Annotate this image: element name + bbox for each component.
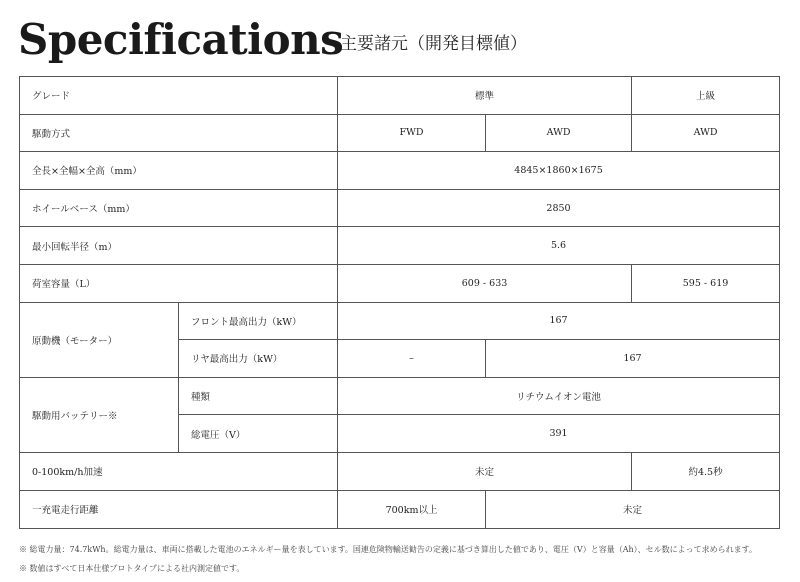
footnote-prototype: ※ 数値はすべて日本仕様プロトタイプによる社内測定値です。 <box>19 564 245 573</box>
voltage-value-cell: 391 <box>338 415 780 453</box>
rear-output-fwd-cell: – <box>338 340 486 378</box>
acceleration-upper-cell: 約4.5秒 <box>631 453 779 490</box>
grade-standard-cell: 標準 <box>338 77 632 115</box>
turning-radius-value-cell: 5.6 <box>338 227 780 265</box>
table-row-grade <box>20 77 780 115</box>
row-label-front-output: フロント最高出力（kW） <box>179 302 338 340</box>
row-label-wheelbase: ホイールベース（mm） <box>20 189 338 227</box>
table-row-front-output <box>20 302 780 340</box>
range-fwd-cell: 700km以上 <box>338 490 486 528</box>
page-title: Specifications <box>18 15 344 64</box>
row-label-voltage: 総電圧（V） <box>179 415 338 453</box>
rear-output-awd-cell: 167 <box>486 340 780 378</box>
row-label-cargo: 荷室容量（L） <box>20 264 338 302</box>
row-label-motor: 原動機（モーター） <box>20 302 179 377</box>
acceleration-values-cell <box>338 452 780 490</box>
table-row-dimensions <box>20 152 780 190</box>
row-label-acceleration: 0-100km/h加速 <box>20 452 338 490</box>
row-label-dimensions: 全長×全幅×全高（mm） <box>20 152 338 190</box>
row-label-rear-output: リヤ最高出力（kW） <box>179 340 338 378</box>
grade-upper-cell: 上級 <box>632 77 780 115</box>
range-awd-cell: 未定 <box>486 490 780 528</box>
row-label-drive: 駆動方式 <box>20 114 338 152</box>
table-row-battery-type <box>20 377 780 415</box>
front-output-value-cell: 167 <box>338 302 780 340</box>
battery-type-value-cell: リチウムイオン電池 <box>338 377 780 415</box>
cargo-standard-cell: 609 - 633 <box>338 264 632 302</box>
specifications-table <box>19 76 780 529</box>
dimensions-value-cell: 4845×1860×1675 <box>338 152 780 190</box>
page-header <box>18 6 788 68</box>
page-subtitle: 主要諸元（開発目標値） <box>340 34 527 54</box>
drive-awd-upper-cell: AWD <box>632 114 780 152</box>
wheelbase-value-cell: 2850 <box>338 189 780 227</box>
footnotes <box>19 540 789 578</box>
table-row-cargo <box>20 264 780 302</box>
drive-fwd-cell: FWD <box>338 114 486 152</box>
row-label-battery: 駆動用バッテリー※ <box>20 377 179 452</box>
table-row-drive <box>20 114 780 152</box>
row-label-grade: グレード <box>20 77 338 115</box>
cargo-upper-cell: 595 - 619 <box>632 264 780 302</box>
drive-awd-standard-cell: AWD <box>486 114 632 152</box>
table-row-range <box>20 490 780 528</box>
footnote-battery: ※ 総電力量：74.7kWh。総電力量は、車両に搭載した電池のエネルギー量を表しています。国連危険物輸送勧告の定義に基づき算出した値であり、電圧（V）と容量（Ah）、セル数によって求められます。 <box>19 545 757 554</box>
table-row-turning-radius <box>20 227 780 265</box>
acceleration-standard-cell: 未定 <box>475 467 495 479</box>
table-row-acceleration <box>20 452 780 490</box>
row-label-battery-type: 種類 <box>179 377 338 415</box>
row-label-range: 一充電走行距離 <box>20 490 338 528</box>
table-row-wheelbase <box>20 189 780 227</box>
row-label-turning-radius: 最小回転半径（m） <box>20 227 338 265</box>
